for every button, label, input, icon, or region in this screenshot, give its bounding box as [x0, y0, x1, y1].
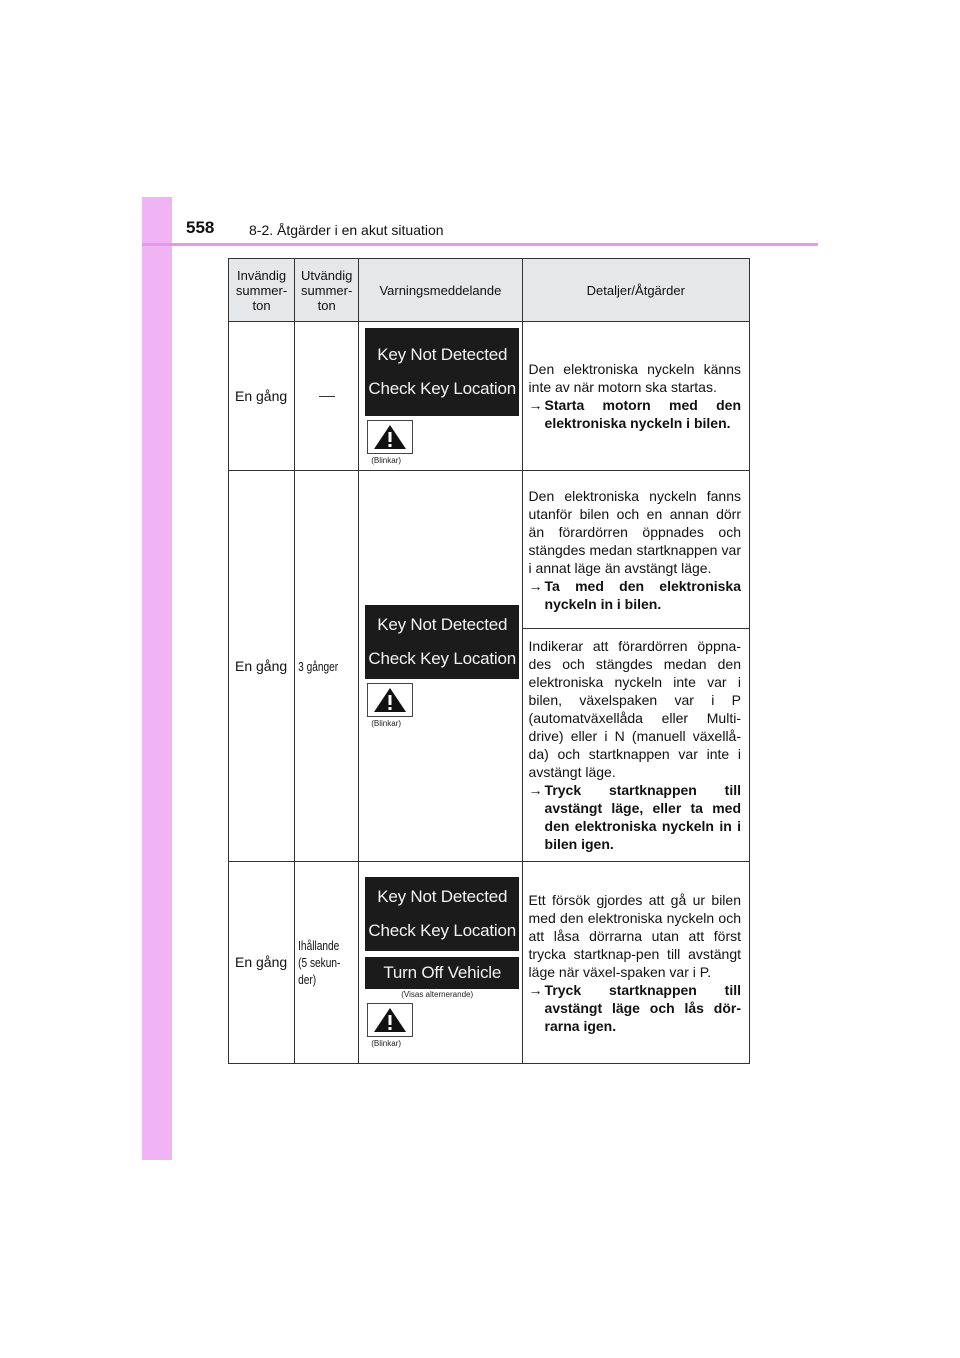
- warning-message-cell: [359, 322, 522, 471]
- sidebar-tab: [142, 197, 172, 1160]
- display-screen: [365, 877, 519, 999]
- action-text: → Tryck startknappen till avstängt läge och lås dör-rarna igen.: [528, 981, 741, 1034]
- action-text: → Starta motorn med den elektroniska nyckeln i bilen.: [528, 397, 741, 431]
- header-details: Detaljer/Åtgärder: [522, 259, 749, 322]
- detail-text: Ett försök gjordes att gå ur bilen med den elektroniska nyckeln och att låsa dörrarna utan att först trycka startknap-pen till avstängt läge när växel-spaken var i P.: [528, 891, 741, 980]
- blink-label: (Blinkar): [371, 718, 402, 728]
- display-screen: [365, 605, 519, 679]
- outer-buzzer-cell: [295, 322, 359, 471]
- header-rule: [142, 243, 818, 246]
- inner-buzzer-cell: En gång: [229, 322, 295, 471]
- action-text: → Tryck startknappen till avstängt läge, eller ta med den elektroniska nyckeln in i bilen igen.: [528, 782, 741, 852]
- table-row: [229, 862, 750, 1064]
- page-number: 558: [186, 218, 215, 237]
- detail-text: Den elektroniska nyckeln fanns utanför bilen och en annan dörr än förardörren öppnades och stängdes medan startknappen var i annat läge än avstängt läge.: [528, 487, 741, 576]
- table-row: [229, 322, 750, 471]
- details-cell: [522, 629, 749, 862]
- outer-buzzer-cell: Ihållande (5 sekun-der): [295, 862, 359, 1064]
- header-warning-message: Varningsmeddelande: [359, 259, 522, 322]
- detail-text: Indikerar att förardörren öppna-des och stängdes medan den elektroniska nyckeln inte var i bilen, växelspaken var i P (automatväxellåda eller Multi-drive) eller i N (manuell växellå-da) och startknappen var inte i avstängt läge.: [528, 638, 741, 780]
- inner-buzzer-cell: En gång: [229, 471, 295, 862]
- warning-table: [228, 258, 750, 1064]
- inner-buzzer-cell: En gång: [229, 862, 295, 1064]
- details-cell: [522, 862, 749, 1064]
- dash: [319, 396, 335, 397]
- warning-message-cell: [359, 471, 522, 862]
- blink-label: (Blinkar): [371, 455, 402, 465]
- warning-triangle-icon: [367, 420, 413, 454]
- display-message: Key Not Detected Check Key Location: [365, 328, 519, 416]
- details-cell: [522, 322, 749, 471]
- header-inner-buzzer: Invändig summer-ton: [229, 259, 295, 322]
- detail-text: Den elektroniska nyckeln känns inte av när motorn ska startas.: [528, 361, 741, 395]
- section-title: 8-2. Åtgärder i en akut situation: [249, 222, 444, 238]
- warning-message-cell: [359, 862, 522, 1064]
- warning-triangle-icon: [367, 683, 413, 717]
- display-message-alt: Turn Off Vehicle: [365, 957, 519, 989]
- header-outer-buzzer: Utvändig summer-ton: [295, 259, 359, 322]
- table-row: [229, 471, 750, 629]
- display-message: Key Not Detected Check Key Location: [365, 877, 519, 951]
- action-text: → Ta med den elektroniska nyckeln in i bilen.: [528, 577, 741, 612]
- display-screen: [365, 328, 519, 416]
- table-header-row: [229, 259, 750, 322]
- display-message: Key Not Detected Check Key Location: [365, 605, 519, 679]
- details-cell: [522, 471, 749, 629]
- outer-buzzer-cell: 3 gånger: [295, 471, 359, 862]
- alternating-label: (Visas alternerande): [401, 990, 474, 999]
- warning-triangle-icon: [367, 1003, 413, 1037]
- blink-label: (Blinkar): [371, 1039, 402, 1048]
